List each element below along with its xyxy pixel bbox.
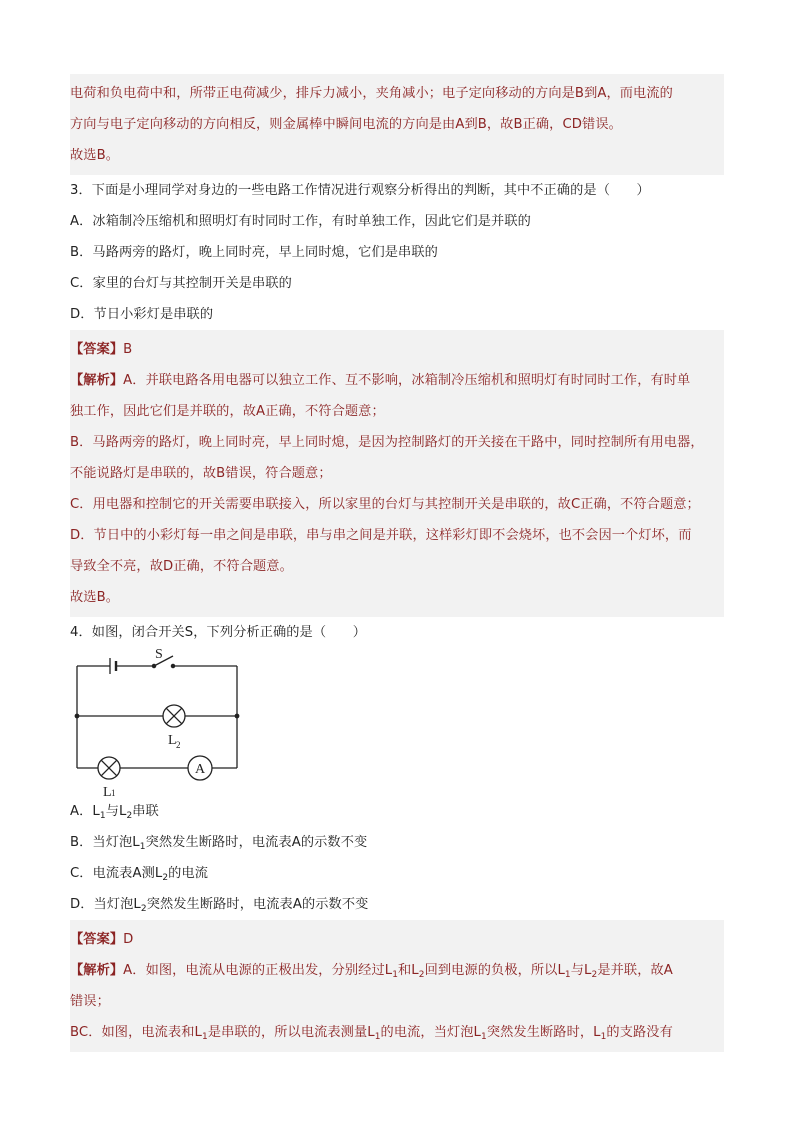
lamp-l2-label: L	[168, 733, 177, 748]
q3-explanation-line: 导致全不亮，故D正确，不符合题意。	[70, 559, 293, 574]
q3-answer	[70, 334, 724, 365]
q3-explanation-line: D．节日中的小彩灯每一串之间是串联，串与串之间是并联，这样彩灯即不会烧坏，也不会因一个灯坏，而	[70, 528, 692, 543]
q3-explanation-line: 不能说路灯是串联的，故B错误，符合题意；	[70, 466, 332, 481]
answer-value: D	[123, 932, 134, 947]
q3-option-d: D．节日小彩灯是串联的	[70, 307, 214, 322]
explanation-tag: 【解析】	[70, 373, 124, 388]
q3-explanation-line: 独工作，因此它们是并联的，故A正确，不符合题意；	[70, 404, 385, 419]
answer-tag: 【答案】	[70, 342, 124, 357]
q4-answer-block	[70, 920, 724, 1052]
q4-answer	[70, 924, 724, 955]
junction-dot	[235, 714, 240, 719]
answer-tag: 【答案】	[70, 932, 124, 947]
q4-explanation-line: 错误；	[70, 994, 110, 1009]
circuit-diagram	[70, 648, 724, 796]
q4-option-c: C．电流表A测$L_2$的电流	[70, 866, 209, 883]
answer-value: B	[123, 342, 133, 357]
q4-explanation-line: 【解析】A．如图，电流从电源的正极出发，分别经过$L_1$和$L_2$回到电源的负极，所以$L_1$与$L_2$是并联，故A	[70, 963, 673, 980]
explanation-line: 电荷和负电荷中和，所带正电荷减少，排斥力减小，夹角减小；电子定向移动的方向是B到A，而电流的	[70, 86, 673, 101]
q3-explanation-line: 故选B。	[70, 590, 120, 605]
circuit-svg	[70, 648, 270, 796]
ammeter-label: A	[195, 762, 206, 777]
q3-explanation-line: B．马路两旁的路灯，晚上同时亮，早上同时熄，是因为控制路灯的开关接在干路中，同时控制所有用电器，	[70, 435, 704, 450]
explanation-tag: 【解析】	[70, 963, 124, 978]
q4-explanation-line: BC．如图，电流表和$L_1$是串联的，所以电流表测量$L_1$的电流，当灯泡$L_1$突然发生断路时，$L_1$的支路没有	[70, 1025, 673, 1042]
lamp-l1-subscript: 1	[111, 788, 116, 796]
junction-dot	[75, 714, 80, 719]
q4-option-a: A．$L_1$与$L_2$串联	[70, 804, 159, 821]
lamp-l1-label: L	[103, 785, 112, 796]
q3-explanation-line	[70, 365, 724, 396]
q3-explanation-line: C．用电器和控制它的开关需要串联接入，所以家里的台灯与其控制开关是串联的，故C正确，不符合题意；	[70, 497, 700, 512]
explanation-line: 方向与电子定向移动的方向相反，则金属棒中瞬间电流的方向是由A到B，故B正确，CD错误。	[70, 117, 622, 132]
q4-option-d: D．当灯泡$L_2$突然发生断路时，电流表A的示数不变	[70, 897, 369, 914]
explanation-line: 故选B。	[70, 148, 120, 163]
switch-label: S	[155, 648, 163, 662]
document-page	[70, 74, 724, 1052]
q3-option-c: C．家里的台灯与其控制开关是串联的	[70, 276, 292, 291]
q3-answer-block	[70, 330, 724, 617]
explanation-text: A．并联电路各用电器可以独立工作、互不影响，冰箱制冷压缩机和照明灯有时同时工作，有时单	[123, 373, 691, 388]
q4-stem: 4．如图，闭合开关S，下列分析正确的是（ ）	[70, 625, 366, 640]
q3-option-a: A．冰箱制冷压缩机和照明灯有时同时工作，有时单独工作，因此它们是并联的	[70, 214, 531, 229]
q3-option-b: B．马路两旁的路灯，晚上同时亮，早上同时熄，它们是串联的	[70, 245, 438, 260]
lamp-l2-subscript: 2	[176, 740, 181, 750]
q3-stem: 3．下面是小理同学对身边的一些电路工作情况进行观察分析得出的判断，其中不正确的是（ ）	[70, 183, 650, 198]
q4-option-b: B．当灯泡$L_1$突然发生断路时，电流表A的示数不变	[70, 835, 368, 852]
q2-explanation-block	[70, 74, 724, 175]
